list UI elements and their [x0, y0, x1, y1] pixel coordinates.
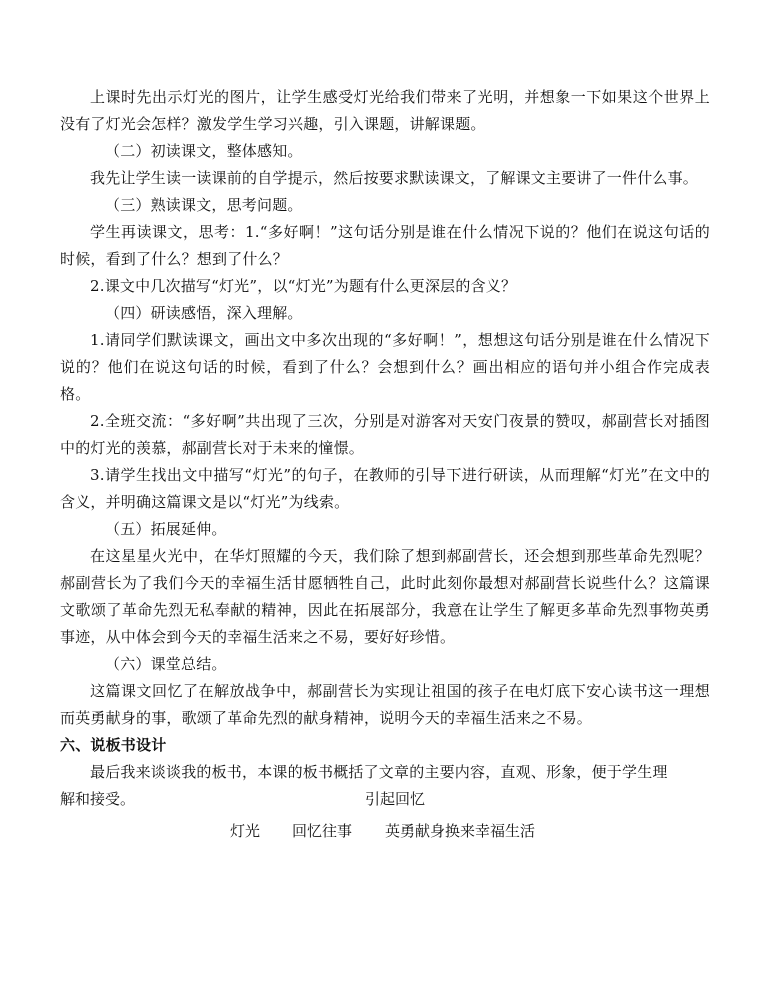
paragraph-intro: 上课时先出示灯光的图片，让学生感受灯光给我们带来了光明，并想象一下如果这个世界上没有了灯光会怎样？激发学生学习兴趣，引入课题，讲解课题。 — [60, 88, 710, 133]
paragraph-reread-question-1: 学生再读课文，思考：1.“多好啊！”这句话分别是谁在什么情况下说的？他们在说这句话的时候，看到了什么？想到了什么？ — [60, 223, 710, 268]
board-design-line2-row — [60, 786, 710, 813]
paragraph-extension: 在这星星火光中，在华灯照耀的今天，我们除了想到郝副营长，还会想到那些革命先烈呢？郝副营长为了我们今天的幸福生活甘愿牺牲自己，此时此刻你最想对郝副营长说些什么？这篇课文歌颂了革命先烈无私奉献的精神，因此在拓展部分，我意在让学生了解更多革命先烈事物英勇事迹，从中体会到今天的幸福生活来之不易，要好好珍惜。 — [60, 547, 710, 646]
paragraph-first-reading: 我先让学生读一读课前的自学提示，然后按要求默读课文，了解课文主要讲了一件什么事。 — [90, 169, 699, 187]
paragraph-deep-study-3: 3.请学生找出文中描写“灯光”的句子，在教师的引导下进行研读，从而理解“灯光”在文中的含义，并明确这篇课文是以“灯光”为线索。 — [60, 466, 710, 511]
board-diagram-row — [60, 813, 710, 840]
paragraph-board-design-line2: 解和接受。 — [60, 790, 136, 808]
heading-summary: （六）课堂总结。 — [105, 655, 227, 673]
board-left-label: 灯光 — [230, 822, 261, 840]
paragraph-deep-study-1: 1.请同学们默读课文，画出文中多次出现的“多好啊！”，想想这句话分别是谁在什么情况下说的？他们在说这句话的时候，看到了什么？会想到什么？画出相应的语句并小组合作完成表格。 — [60, 331, 710, 403]
paragraph-deep-study-2: 2.全班交流：“多好啊”共出现了三次，分别是对游客对天安门夜景的赞叹，郝副营长对插图中的灯光的羡慕，郝副营长对于未来的憧憬。 — [60, 412, 710, 457]
heading-deep-study: （四）研读感悟，深入理解。 — [105, 304, 303, 322]
paragraph-reread-question-2: 2.课文中几次描写“灯光”，以“灯光”为题有什么更深层的含义？ — [90, 277, 517, 295]
paragraph-summary: 这篇课文回忆了在解放战争中，郝副营长为实现让祖国的孩子在电灯底下安心读书这一理想而英勇献身的事，歌颂了革命先烈的献身精神，说明今天的幸福生活来之不易。 — [60, 682, 710, 727]
document-page — [60, 84, 710, 840]
heading-reread: （三）熟读课文，思考问题。 — [105, 196, 303, 214]
heading-extension: （五）拓展延伸。 — [105, 520, 227, 538]
board-right-label: 英勇献身换来幸福生活 — [385, 822, 536, 840]
board-middle-label: 回忆往事 — [292, 822, 353, 840]
board-top-label: 引起回忆 — [365, 790, 426, 808]
paragraph-board-design-line1: 最后我来谈谈我的板书，本课的板书概括了文章的主要内容，直观、形象，便于学生理 — [90, 763, 668, 781]
section-board-design: 六、说板书设计 — [60, 736, 167, 754]
heading-first-reading: （二）初读课文，整体感知。 — [105, 142, 303, 160]
